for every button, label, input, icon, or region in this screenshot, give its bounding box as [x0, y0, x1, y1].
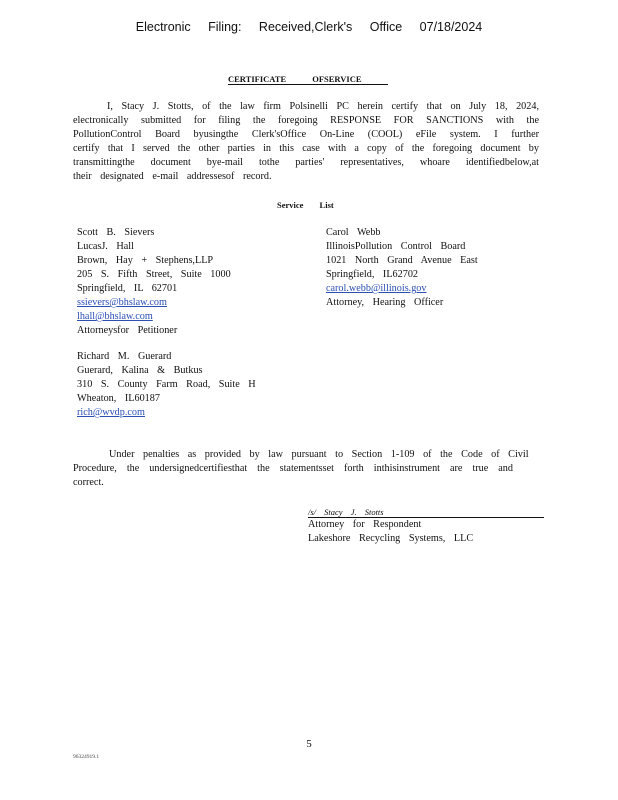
- contact-line: Guerard, Kalina & Butkus: [77, 365, 203, 376]
- intro-paragraph: [73, 100, 539, 184]
- cert-line-1: Under penalties as provided by law pursuant to Section 1-109 of the Code of Civil: [109, 449, 529, 460]
- service-contact-webb: [326, 226, 478, 310]
- signature-block: [308, 518, 473, 546]
- contact-line: LucasJ. Hall: [77, 241, 134, 252]
- email-link-guerard[interactable]: rich@wvdp.com: [77, 407, 145, 418]
- signature-firm: Lakeshore Recycling Systems, LLC: [308, 533, 474, 544]
- contact-role: Attorneysfor Petitioner: [77, 325, 178, 336]
- contact-line: Richard M. Guerard: [77, 351, 172, 362]
- certificate-title: CERTIFICATE OFSERVICE: [228, 74, 388, 85]
- signature-line: /s/ Stacy J. Stotts: [308, 507, 544, 518]
- email-link-hall[interactable]: lhall@bhslaw.com: [77, 311, 153, 322]
- contact-line: 310 S. County Farm Road, Suite H: [77, 379, 256, 390]
- signature-title: Attorney for Respondent: [308, 519, 422, 530]
- email-link-webb[interactable]: carol.webb@illinois.gov: [326, 283, 427, 294]
- contact-line: IllinoisPollution Control Board: [326, 241, 466, 252]
- intro-line-4: certify that I served the other parties in this case with a copy of the foregoing document by: [73, 143, 539, 154]
- contact-role: Attorney, Hearing Officer: [326, 297, 444, 308]
- service-contact-sievers-hall: [77, 226, 231, 338]
- contact-line: Springfield, IL62702: [326, 269, 419, 280]
- intro-line-6: their designated e-mail addressesof record.: [73, 171, 272, 182]
- contact-line: Brown, Hay + Stephens,LLP: [77, 255, 214, 266]
- email-link-sievers[interactable]: ssievers@bhslaw.com: [77, 297, 167, 308]
- contact-line: Scott B. Sievers: [77, 227, 155, 238]
- contact-line: Carol Webb: [326, 227, 381, 238]
- service-contact-guerard: [77, 350, 256, 420]
- cert-line-3: correct.: [73, 477, 104, 488]
- contact-line: 1021 North Grand Avenue East: [326, 255, 478, 266]
- page-number: 5: [306, 738, 312, 750]
- document-id: 96324919.1: [73, 754, 100, 760]
- cert-line-2: Procedure, the undersignedcertifiesthat the statementsset forth inthisinstrument are true and: [73, 463, 513, 474]
- intro-line-5: transmittingthe document bye-mail tothe parties' representatives, whoare identifiedbelow,at: [73, 157, 539, 168]
- service-list-heading: Service List: [277, 200, 334, 210]
- intro-line-2: electronically submitted for filing the foregoing RESPONSE FOR SANCTIONS with the: [73, 115, 539, 126]
- certification-paragraph: [73, 448, 529, 490]
- contact-line: Springfield, IL 62701: [77, 283, 178, 294]
- contact-line: Wheaton, IL60187: [77, 393, 160, 404]
- contact-line: 205 S. Fifth Street, Suite 1000: [77, 269, 231, 280]
- filing-header: Electronic Filing: Received,Clerk's Office 07/18/2024: [135, 20, 483, 34]
- intro-line-1: I, Stacy J. Stotts, of the law firm Polsinelli PC herein certify that on July 18, 2024,: [107, 101, 539, 112]
- intro-line-3: PollutionControl Board byusingthe Clerk'sOffice On-Line (COOL) eFile system. I further: [73, 129, 539, 140]
